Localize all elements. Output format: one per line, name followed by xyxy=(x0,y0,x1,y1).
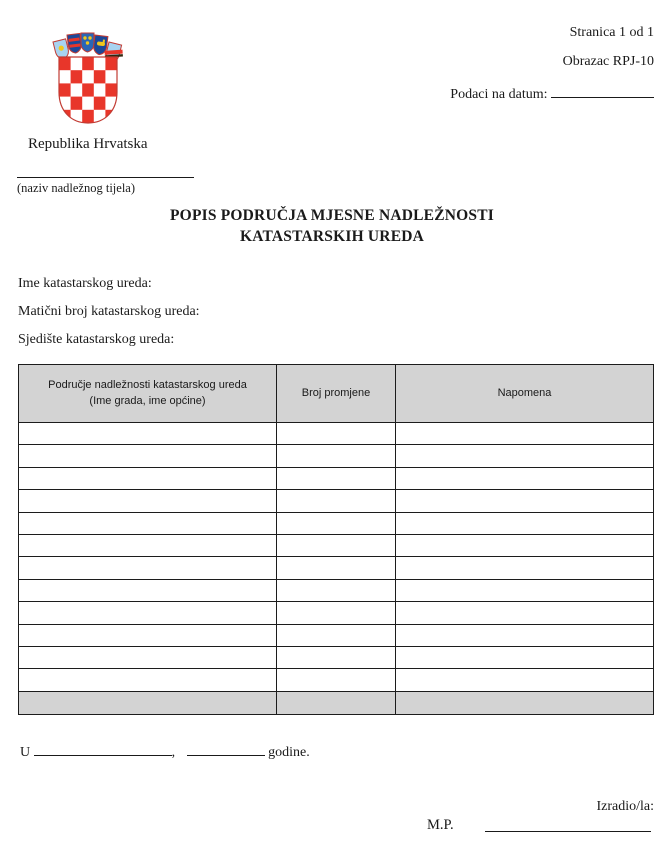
table-cell[interactable] xyxy=(396,467,654,489)
col-header-change-number: Broj promjene xyxy=(277,365,396,423)
coa-checkerboard xyxy=(59,57,117,123)
table-row xyxy=(19,624,654,646)
table-cell[interactable] xyxy=(19,602,277,624)
table-cell[interactable] xyxy=(396,646,654,668)
data-date-label: Podaci na datum: xyxy=(450,87,548,102)
table-cell[interactable] xyxy=(277,669,396,691)
table-cell[interactable] xyxy=(19,534,277,556)
table-row xyxy=(19,579,654,601)
table-cell[interactable] xyxy=(277,579,396,601)
table-cell[interactable] xyxy=(396,512,654,534)
table-cell[interactable] xyxy=(277,602,396,624)
label-office-name: Ime katastarskog ureda: xyxy=(18,276,152,291)
table-cell[interactable] xyxy=(396,624,654,646)
data-date-row xyxy=(450,84,654,104)
table-cell[interactable] xyxy=(19,423,277,445)
table-cell[interactable] xyxy=(396,423,654,445)
table-footer-row xyxy=(19,691,654,714)
col-header-note: Napomena xyxy=(396,365,654,423)
authority-caption: (naziv nadležnog tijela) xyxy=(17,181,135,195)
label-office-seat: Sjedište katastarskog ureda: xyxy=(18,332,175,347)
table-cell[interactable] xyxy=(277,423,396,445)
table-cell[interactable] xyxy=(277,646,396,668)
table-cell[interactable] xyxy=(396,445,654,467)
table-row xyxy=(19,534,654,556)
table-footer-cell xyxy=(19,691,277,714)
col-header-jurisdiction-area xyxy=(19,365,277,423)
table-cell[interactable] xyxy=(19,467,277,489)
table-cell[interactable] xyxy=(396,534,654,556)
form-title-line1: POPIS PODRUČJA MJESNE NADLEŽNOSTI xyxy=(170,207,494,224)
col-header-jurisdiction-area-line2: (Ime grada, ime općine) xyxy=(89,394,206,407)
place-fill-line[interactable] xyxy=(34,742,172,756)
table-cell[interactable] xyxy=(396,602,654,624)
date-fill-line[interactable] xyxy=(187,742,265,756)
signature-line[interactable] xyxy=(485,831,651,832)
croatia-coat-of-arms-icon xyxy=(50,30,126,130)
table-cell[interactable] xyxy=(19,646,277,668)
label-office-registry-number: Matični broj katastarskog ureda: xyxy=(18,304,200,319)
table-cell[interactable] xyxy=(277,512,396,534)
table-cell[interactable] xyxy=(277,467,396,489)
jurisdiction-table xyxy=(18,364,654,715)
table-cell[interactable] xyxy=(19,512,277,534)
table-cell[interactable] xyxy=(277,557,396,579)
table-cell[interactable] xyxy=(396,579,654,601)
table-cell[interactable] xyxy=(19,624,277,646)
table-row xyxy=(19,669,654,691)
table-cell[interactable] xyxy=(19,579,277,601)
mp-label: M.P. xyxy=(427,817,454,833)
table-header-row xyxy=(19,365,654,423)
country-name: Republika Hrvatska xyxy=(28,136,148,152)
table-row xyxy=(19,512,654,534)
table-row xyxy=(19,445,654,467)
table-cell[interactable] xyxy=(19,490,277,512)
place-prefix-label: U xyxy=(20,745,31,760)
form-title-line2: KATASTARSKIH UREDA xyxy=(239,228,425,245)
table-cell[interactable] xyxy=(396,490,654,512)
form-title xyxy=(0,205,664,247)
table-cell[interactable] xyxy=(396,669,654,691)
table-cell[interactable] xyxy=(19,445,277,467)
table-row xyxy=(19,490,654,512)
col-header-jurisdiction-area-line1: Područje nadležnosti katastarskog ureda xyxy=(48,378,247,391)
form-code: Obrazac RPJ-10 xyxy=(562,54,654,69)
table-row xyxy=(19,467,654,489)
table-cell[interactable] xyxy=(277,624,396,646)
table-cell[interactable] xyxy=(277,490,396,512)
place-date-row xyxy=(20,742,310,762)
prepared-by-label: Izradio/la: xyxy=(596,799,654,814)
place-date-comma: , xyxy=(171,745,176,760)
table-row xyxy=(19,646,654,668)
data-date-fill-line[interactable] xyxy=(551,84,654,98)
table-cell[interactable] xyxy=(277,445,396,467)
authority-name-line[interactable] xyxy=(17,177,194,178)
table-cell[interactable] xyxy=(396,557,654,579)
page-indicator: Stranica 1 od 1 xyxy=(569,25,654,40)
table-cell[interactable] xyxy=(19,557,277,579)
table-row xyxy=(19,423,654,445)
table-row xyxy=(19,602,654,624)
table-row xyxy=(19,557,654,579)
godine-label: godine. xyxy=(268,745,310,760)
table-cell[interactable] xyxy=(19,669,277,691)
table-footer-cell xyxy=(396,691,654,714)
table-cell[interactable] xyxy=(277,534,396,556)
table-footer-cell xyxy=(277,691,396,714)
